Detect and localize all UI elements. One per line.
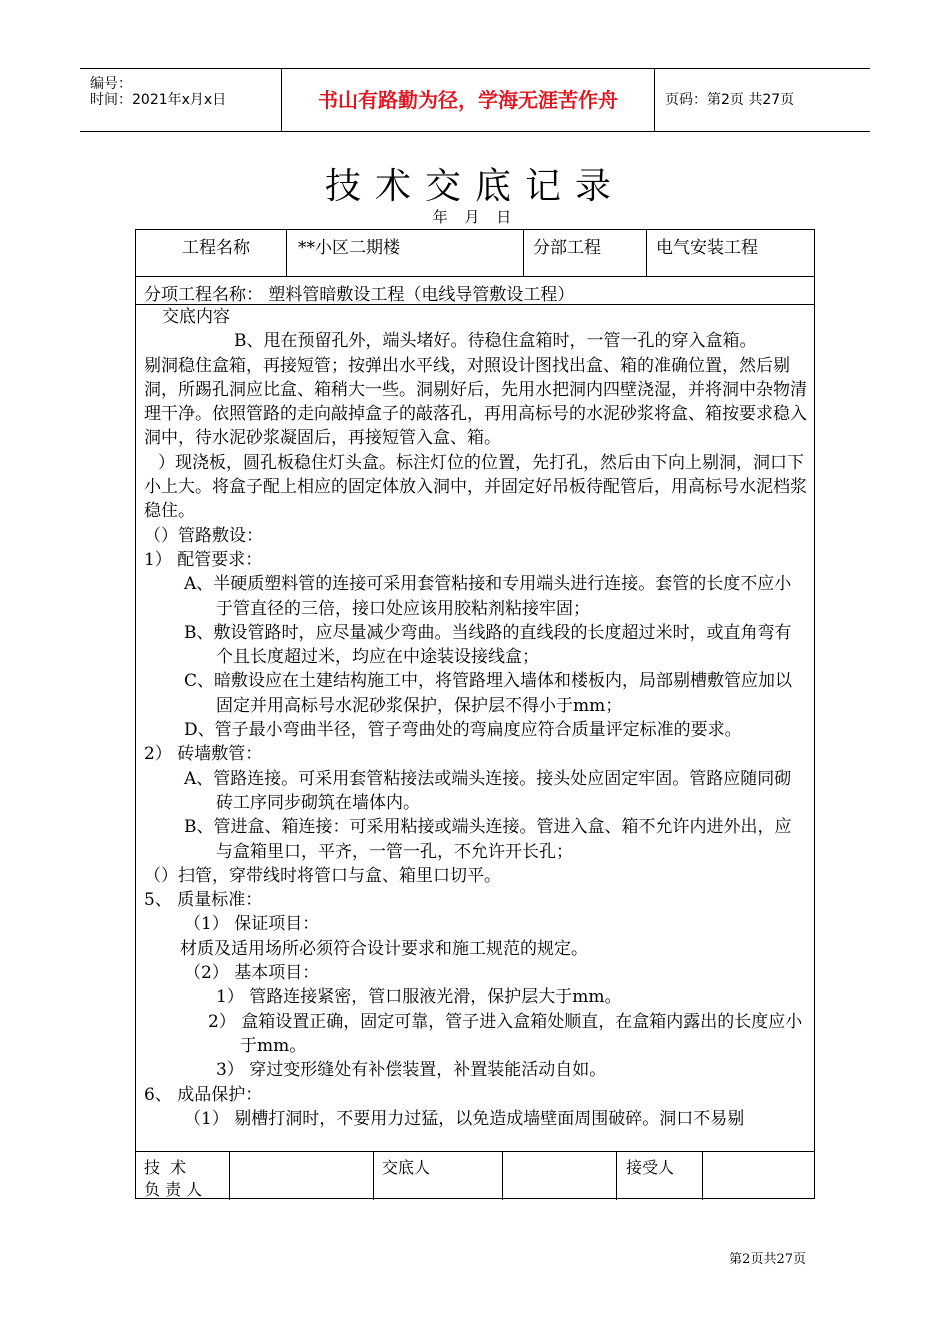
content-line: 1） 配管要求： <box>144 549 263 570</box>
date-line: 年 月 日 <box>432 208 518 226</box>
col-divider <box>523 230 524 276</box>
division-label: 分部工程 <box>533 238 601 258</box>
content-line: A、管路连接。可采用套管粘接法或端头连接。接头处应固定牢固。管路应随同砌砖工序同步砌筑在墙体内。 <box>184 768 792 813</box>
content-line: 材质及适用场所必须符合设计要求和施工规范的规定。 <box>180 938 588 959</box>
col-divider <box>646 230 647 276</box>
header-motto: 书山有路勤为径，学海无涯苦作舟 <box>281 69 655 131</box>
row-divider <box>136 1151 814 1152</box>
content-line: （1） 剔槽打洞时，不要用力过猛，以免造成墙壁面周围破碎。洞口不易剔 <box>184 1108 745 1129</box>
content-line: 2） 盒箱设置正确，固定可靠，管子进入盒箱处顺直，在盒箱内露出的长度应小于mm。 <box>208 1011 803 1056</box>
header-meta <box>80 69 280 131</box>
disclosure-table <box>135 229 815 1199</box>
content-line: （1） 保证项目： <box>184 914 320 935</box>
project-name-value: **小区二期楼 <box>298 238 400 258</box>
content-line: ）现浇板，圆孔板稳住灯头盒。标注灯位的位置，先打孔，然后由下向上剔洞，洞口下小上大。将盒子配上相应的固定体放入洞中，并固定好吊板待配管后，用高标号水泥档浆稳住。 <box>144 452 807 522</box>
col-divider <box>286 230 287 276</box>
time-label: 时间：2021年x月x日 <box>90 92 227 108</box>
project-name-label: 工程名称 <box>182 238 250 258</box>
col-divider <box>616 1151 617 1200</box>
page-header <box>80 68 870 132</box>
content-line: 1） 管路连接紧密，管口服液光滑，保护层大于mm。 <box>216 987 622 1008</box>
subitem-name: 分项工程名称： 塑料管暗敷设工程（电线导管敷设工程） <box>144 285 575 305</box>
sign-tech-label-2: 负 责 人 <box>144 1180 203 1199</box>
content-line: 2） 砖墙敷管： <box>144 744 263 765</box>
sign-receiver-label: 接受人 <box>626 1158 675 1177</box>
content-line: （）管路敷设： <box>144 525 263 546</box>
content-line: B、管进盒、箱连接：可采用粘接或端头连接。管进入盒、箱不允许内进外出，应与盒箱里口，平齐，一管一孔，不允许开长孔； <box>184 817 792 862</box>
content-line: （）扫管，穿带线时将管口与盒、箱里口切平。 <box>144 865 501 886</box>
content-line: 3） 穿过变形缝处有补偿装置，补置装能活动自如。 <box>216 1060 607 1081</box>
document-title: 技术交底记录 <box>324 166 625 207</box>
sign-handover-label: 交底人 <box>382 1158 431 1177</box>
header-page-info: 页码：第2页 共27页 <box>665 92 795 108</box>
content-line: C、暗敷设应在土建结构施工中，将管路埋入墙体和楼板内，局部剔槽敷管应加以固定并用高标号水泥砂浆保护，保护层不得小于mm； <box>184 671 793 716</box>
col-divider <box>373 1151 374 1200</box>
sign-tech-label-1: 技 术 <box>144 1158 187 1177</box>
content-line: A、半硬质塑料管的连接可采用套管粘接和专用端头进行连接。套管的长度不应小于管直径的三倍，接口处应该用胶粘剂粘接牢固； <box>184 574 792 619</box>
content-line: 5、 质量标准： <box>144 890 263 911</box>
content-line: 剔洞稳住盒箱，再接短管；按弹出水平线，对照设计图找出盒、箱的准确位置，然后剔洞，所踢孔洞应比盒、箱稍大一些。洞剔好后，先用水把洞内四壁浇湿，并将洞中杂物清理干净。依照管路的走向敲掉盒子的敲落孔，再用高标号的水泥砂浆将盒、箱按要求稳入洞中，待水泥砂浆凝固后，再接短管入盒、箱。 <box>144 355 807 449</box>
content-line: 6、 成品保护： <box>144 1084 263 1105</box>
content-line: B、甩在预留孔外，端头堵好。待稳住盒箱时，一管一孔的穿入盒箱。 <box>234 331 757 352</box>
col-divider <box>502 1151 503 1200</box>
division-value: 电气安装工程 <box>656 238 758 258</box>
row-divider <box>136 276 814 277</box>
content-body <box>144 305 808 1131</box>
number-label: 编号： <box>90 76 132 92</box>
col-divider <box>702 1151 703 1200</box>
content-line: B、敷设管路时，应尽量减少弯曲。当线路的直线段的长度超过米时，或直角弯有个且长度超过米，均应在中途装设接线盒； <box>184 622 792 668</box>
col-divider <box>229 1151 230 1200</box>
content-label: 交底内容 <box>162 307 230 327</box>
content-line: （2） 基本项目： <box>184 963 320 984</box>
content-line: D、管子最小弯曲半径，管子弯曲处的弯扁度应符合质量评定标准的要求。 <box>184 720 742 741</box>
page-footer: 第2页共27页 <box>729 1252 806 1267</box>
